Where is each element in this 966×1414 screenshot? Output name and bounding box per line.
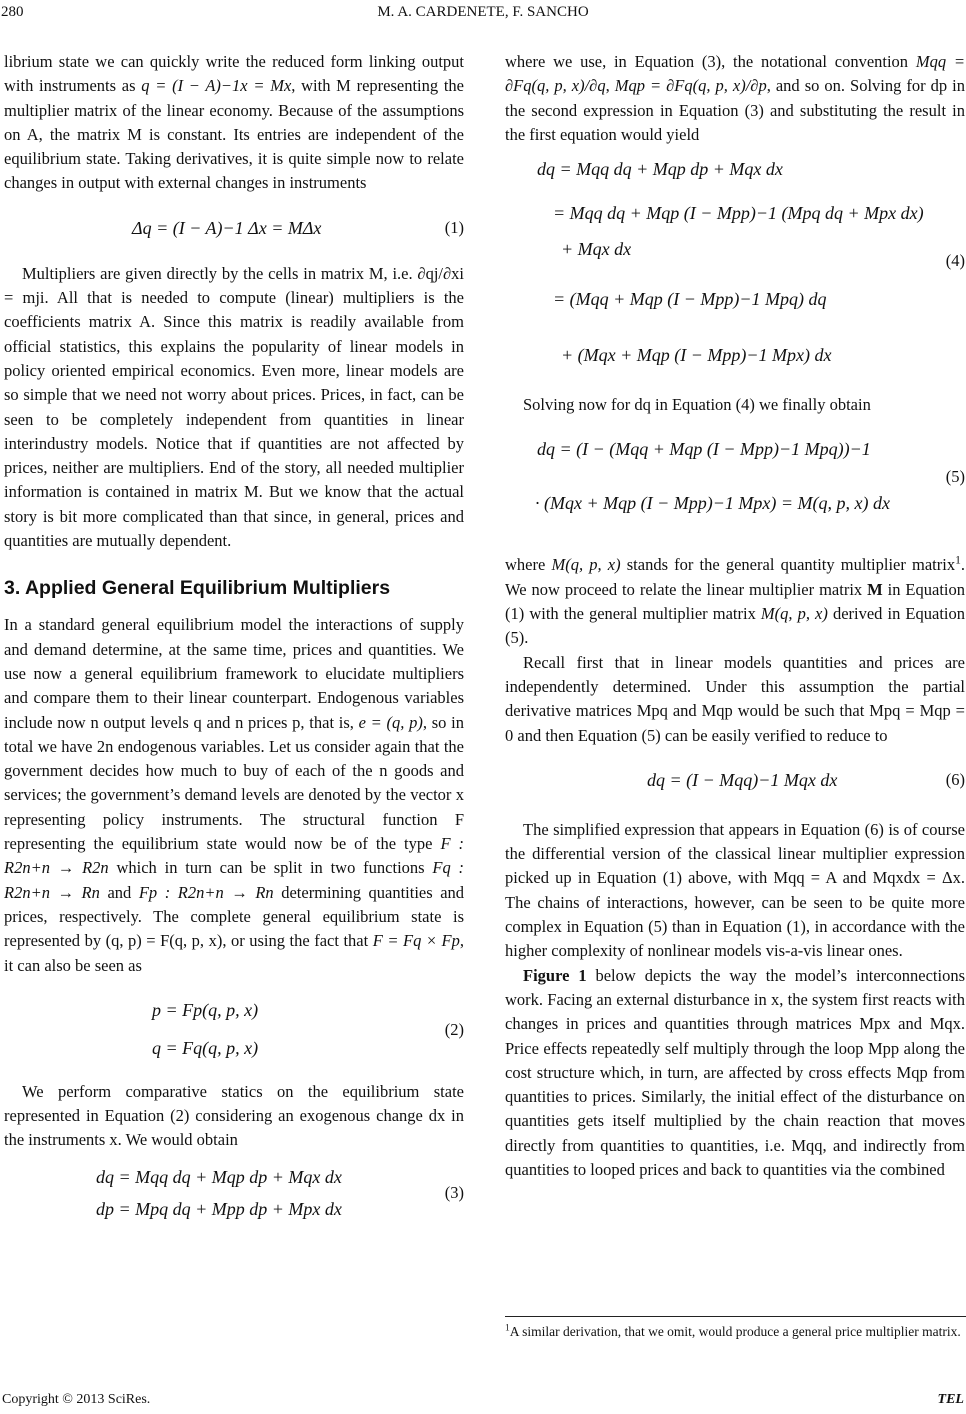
equation-4-line-1: dq = Mqq dq + Mqp dp + Mqx dx [537,159,783,180]
equation-4 [505,153,965,385]
equation-6-number: (6) [945,769,965,789]
equation-4-line-3: + Mqx dx [561,239,632,260]
equation-4-line-4: = (Mqq + Mqp (I − Mpp)−1 Mpq) dq [553,289,827,310]
equation-4-number: (4) [945,251,965,271]
equation-1 [4,202,464,258]
inline-equation-e: e = (q, p) [358,712,423,732]
equation-6-body: dq = (I − Mqq)−1 Mqx dx [647,769,838,790]
inline-linear-M: M [867,579,883,599]
simplified-expression-paragraph: The simplified expression that appears in Equation (6) is of course the differential version of the classical linear multiplier expression picked up in Equation (1) above, with Mqq = A and Mqxdx = Δx. The chains of interactions, however, can be seen to be quite more complex in Equation (5) than in Equation (1), in accordance with the higher complexity of nonlinear models vis-a-vis linear ones. [505,819,965,961]
inline-equation-F: F : R2n+n → R2n [4,834,465,878]
intro-paragraph: librium state we can quickly write the reduced form linking output with instruments as q = (I − A)−1x = Mx, with M representing the multiplier matrix of the linear economy. Because of the assumptions on A, the matrix M is constant. Its entries are independent of the equilibrium state. Taking derivatives, it is quite simple now to relate changes in output with external changes in instruments [4,52,465,193]
equation-5-number: (5) [945,467,965,487]
inline-equation-Mqq: Mqq = ∂Fq(q, p, x)/∂q [505,52,965,96]
general-equilibrium-paragraph: In a standard general equilibrium model the interactions of supply and demand determine, at the same time, prices and quantities. We use now a general equilibrium framework to elucidate multipliers and compare them to their linear counterpart. Endogenous variables include now n output levels q and n prices p, that is, e = (q, p), so in total we have 2n endogenous variables. Let us consider again that the government decides how much to buy of each of the n goods and services; the government’s demand levels are denoted by the vector x representing policy instruments. The structural function F representing the equilibrium state would now be of the type F : R2n+n → R2n which in turn can be split in two functions Fq : R2n+n → Rn and Fp : R2n+n → Rn determining quantities and prices, respectively. The complete general equilibrium state is represented by (q, p) = F(q, p, x), or using the fact that F = Fq × Fp, it can also be seen as [4,615,465,975]
equation-6 [505,756,965,810]
equation-2 [4,984,464,1072]
equation-2-line-2: q = Fq(q, p, x) [152,1037,259,1058]
equation-5-line-1: dq = (I − (Mqq + Mqp (I − Mpp)−1 Mpq))−1 [537,439,871,460]
footnote-marker: 1 [955,554,961,567]
inline-equation-Fq: Fq : R2n+n → Rn [4,858,465,902]
equation-2-line-1: p = Fp(q, p, x) [152,999,259,1020]
equation-3-line-1: dq = Mqq dq + Mqp dp + Mqx dx [96,1166,342,1187]
left-column [4,50,464,1231]
inline-equation-general-M: M(q, p, x) [551,555,621,575]
comparative-statics-paragraph: We perform comparative statics on the equilibrium state represented in Equation (2) considering an exogenous change dx in the instruments x. We would obtain [4,1081,464,1150]
multipliers-paragraph: Multipliers are given directly by the cells in matrix M, i.e. ∂qj/∂xi = mji. All that is needed to compute (linear) multipliers is the coefficients matrix A. Since this matrix is readily available from official statistics, this explains the popularity of linear models in policy oriented empirical economics. Even more, linear models are so simple that we need not worry about prices. Prices, in fact, can be seen to be completely independent from quantities in linear interindustry models. Notice that if quantities are not affected by prices, neither are multipliers. End of the story, all needed multiplier information is contained in matrix M. But we know that the actual story is bit more complicated than that since, in general, prices and quantities are mutually dependent. [4,263,464,551]
running-head-authors: M. A. CARDENETE, F. SANCHO [377,4,589,20]
inline-equation-Fp: Fp : R2n+n → Rn [138,882,274,902]
right-column [505,50,965,1182]
page-header [0,4,966,26]
equation-5 [505,427,965,539]
recall-paragraph: Recall first that in linear models quantities and prices are independently determined. Under this assumption the partial derivative matrices Mpq and Mqp would be such that Mpq = Mqp = 0 and then Equation (5) can be easily verified to reduce to [505,652,965,745]
inline-equation-general-M-2: M(q, p, x) [760,604,828,624]
inline-equation-FF: F = Fq × Fp [372,931,460,951]
solving-paragraph: Solving now for dq in Equation (4) we finally obtain [523,395,871,415]
figure-1-reference: Figure 1 [523,965,587,985]
equation-3-number: (3) [444,1182,464,1202]
section-heading: 3. Applied General Equilibrium Multipliers [4,577,391,600]
equation-2-number: (2) [444,1019,464,1039]
footnote [505,1322,966,1341]
inline-equation-Mqp: Mqp = ∂Fq(q, p, x)/∂p [614,76,767,96]
figure-description-paragraph: Figure 1 below depicts the way the model’s interconnections work. Facing an external disturbance in x, the system first reacts with changes in prices and quantities through matrices Mpx and Mqx. Price effects repeatedly self multiply through the loop Mpp along the cost structure which, in turn, are affected by cross effects Mqp from quantities to prices. Similarly, the initial effect of the disturbance on quantities gets itself multiplied by the chain reaction that moves directly from quantities to quantities, i.e. Mqq, and indirectly from quantities to looped prices and back to quantities via the combined [505,965,965,1180]
equation-5-line-2: · (Mqx + Mqp (I − Mpp)−1 Mpx) = M(q, p, x) dx [535,493,890,514]
equation-4-line-5: + (Mqx + Mqp (I − Mpp)−1 Mpx) dx [561,345,832,366]
equation-1-body: Δq = (I − A)−1 Δx = MΔx [132,217,322,238]
equation-3-line-2: dp = Mpq dq + Mpp dp + Mpx dx [96,1198,342,1219]
footnote-text: A similar derivation, that we omit, would produce a general price multiplier matrix. [509,1324,961,1339]
general-multiplier-paragraph: where M(q, p, x) stands for the general quantity multiplier matrix$^1$. We now proceed to relate the linear multiplier matrix M in Equation (1) with the general multiplier matrix M(q, p, x) derived in Equation (5). [505,554,966,648]
equation-1-number: (1) [444,217,464,237]
equation-3 [4,1159,464,1231]
notation-paragraph: where we use, in Equation (3), the notational convention Mqq = ∂Fq(q, p, x)/∂q, Mqp = ∂Fq(q, p, x)/∂p, and so on. Solving for dp in the second expression in Equation (3) and substituting the result in the first equation would yield [505,52,965,144]
copyright-notice: Copyright © 2013 SciRes. [2,1392,151,1407]
footnote-number: 1 [505,1323,510,1334]
page-number: 280 [1,4,24,20]
equation-4-line-2: = Mqq dq + Mqp (I − Mpp)−1 (Mpq dq + Mpx dx) [553,203,924,224]
journal-abbreviation: TEL [937,1392,964,1407]
inline-equation-reduced-form: q = (I − A)−1x = Mx [141,76,292,96]
footnote-rule [505,1316,966,1317]
